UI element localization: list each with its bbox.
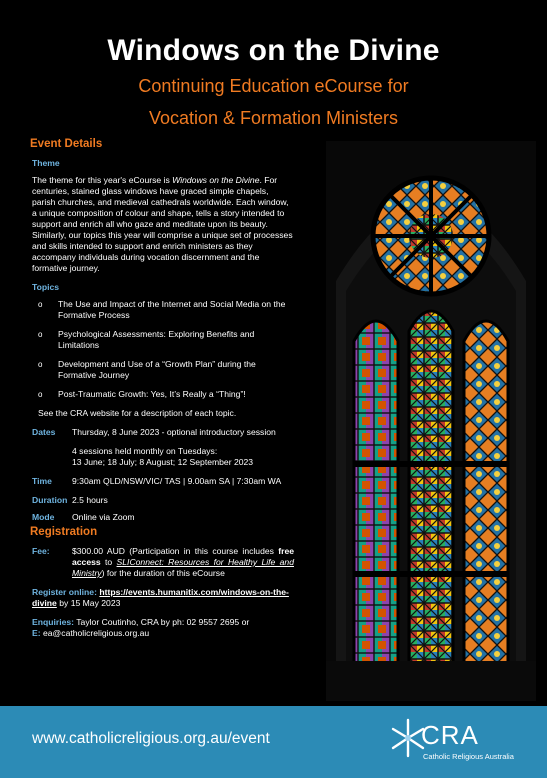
time-value: 9:30am QLD/NSW/VIC/ TAS | 9.00am SA | 7:30am WA [72, 476, 282, 486]
dates-line2: 4 sessions held monthly on Tuesdays: [72, 446, 218, 456]
time-label: Time [32, 476, 52, 486]
time-row [32, 476, 294, 487]
topics-list [32, 299, 294, 400]
dates-label: Dates [32, 427, 56, 437]
subtitle-line1: Continuing Education eCourse for [138, 76, 409, 96]
dates-line3: 13 June; 18 July; 8 August; 12 September 2023 [72, 457, 254, 467]
email-line [32, 628, 294, 639]
list-item: o The Use and Impact of the Internet and Social Media on the Formative Process [38, 299, 286, 320]
list-item: o Post-Traumatic Growth: Yes, It’s Really a “Thing”! [38, 389, 246, 399]
footer-url-link[interactable]: www.catholicreligious.org.au/event [32, 730, 270, 747]
register-label: Register online: [32, 587, 97, 597]
page-title: Windows on the Divine [107, 34, 440, 67]
footer-bar [0, 706, 547, 778]
email-link[interactable]: ea@catholicreligious.org.au [42, 628, 150, 638]
stained-glass-window-image [326, 141, 536, 701]
duration-label: Duration [32, 495, 68, 505]
duration-value: 2.5 hours [72, 495, 108, 505]
fee-label: Fee: [32, 546, 50, 556]
dates-line1: Thursday, 8 June 2023 - optional introductory session [72, 427, 276, 437]
fee-value: $300.00 AUD (Participation in this course includes free access to SLIConnect: Resources for Healthy Life and Ministry) for the duration of this eCourse [72, 546, 294, 578]
enquiries-label: Enquiries: [32, 617, 75, 627]
dates-row [32, 427, 294, 468]
topics-heading: Topics [32, 282, 60, 292]
duration-row [32, 495, 294, 506]
cra-logo [388, 716, 538, 770]
list-item: o Psychological Assessments: Exploring Benefits and Limitations [38, 329, 255, 350]
logo-subtitle: Catholic Religious Australia [423, 752, 514, 761]
event-details-heading: Event Details [30, 138, 103, 150]
register-online: Register online: https://events.humanitix.com/windows-on-the-divine by 15 May 2023 [32, 587, 289, 608]
mode-value: Online via Zoom [72, 512, 135, 522]
list-item: o Development and Use of a “Growth Plan” during the Formative Journey [38, 359, 256, 380]
theme-heading: Theme [32, 158, 60, 168]
see-website-text: See the CRA website for a description of each topic. [38, 408, 237, 418]
registration-heading: Registration [30, 526, 98, 538]
email-label: E: [32, 628, 41, 638]
enquiries: Enquiries: Taylor Coutinho, CRA by ph: 02 9557 2695 or [32, 617, 250, 627]
mode-row [32, 512, 294, 523]
fee-row [32, 546, 294, 579]
logo-text: CRA [421, 720, 479, 750]
event-content [32, 139, 294, 639]
subtitle-line2: Vocation & Formation Ministers [148, 108, 399, 128]
mode-label: Mode [32, 512, 55, 522]
theme-text: The theme for this year's eCourse is Windows on the Divine. For centuries, stained glass windows have graced simple chapels, parish churches, and medieval cathedrals worldwide. Each window, a unique composition of colour and shape, tells a story intended to support and enrich all who gaze and meditate upon its beauty. Similarly, our topics this year will comprise a unique set of processes and skills intended to support and enrich ministers as they accompany individuals during vocation discernment and the formative journey. [32, 175, 293, 273]
register-link[interactable]: https://events.humanitix.com/windows-on-the-divine [32, 587, 289, 608]
sliconnect-link[interactable]: SLIConnect: Resources for Healthy Life and Ministry [72, 557, 294, 578]
